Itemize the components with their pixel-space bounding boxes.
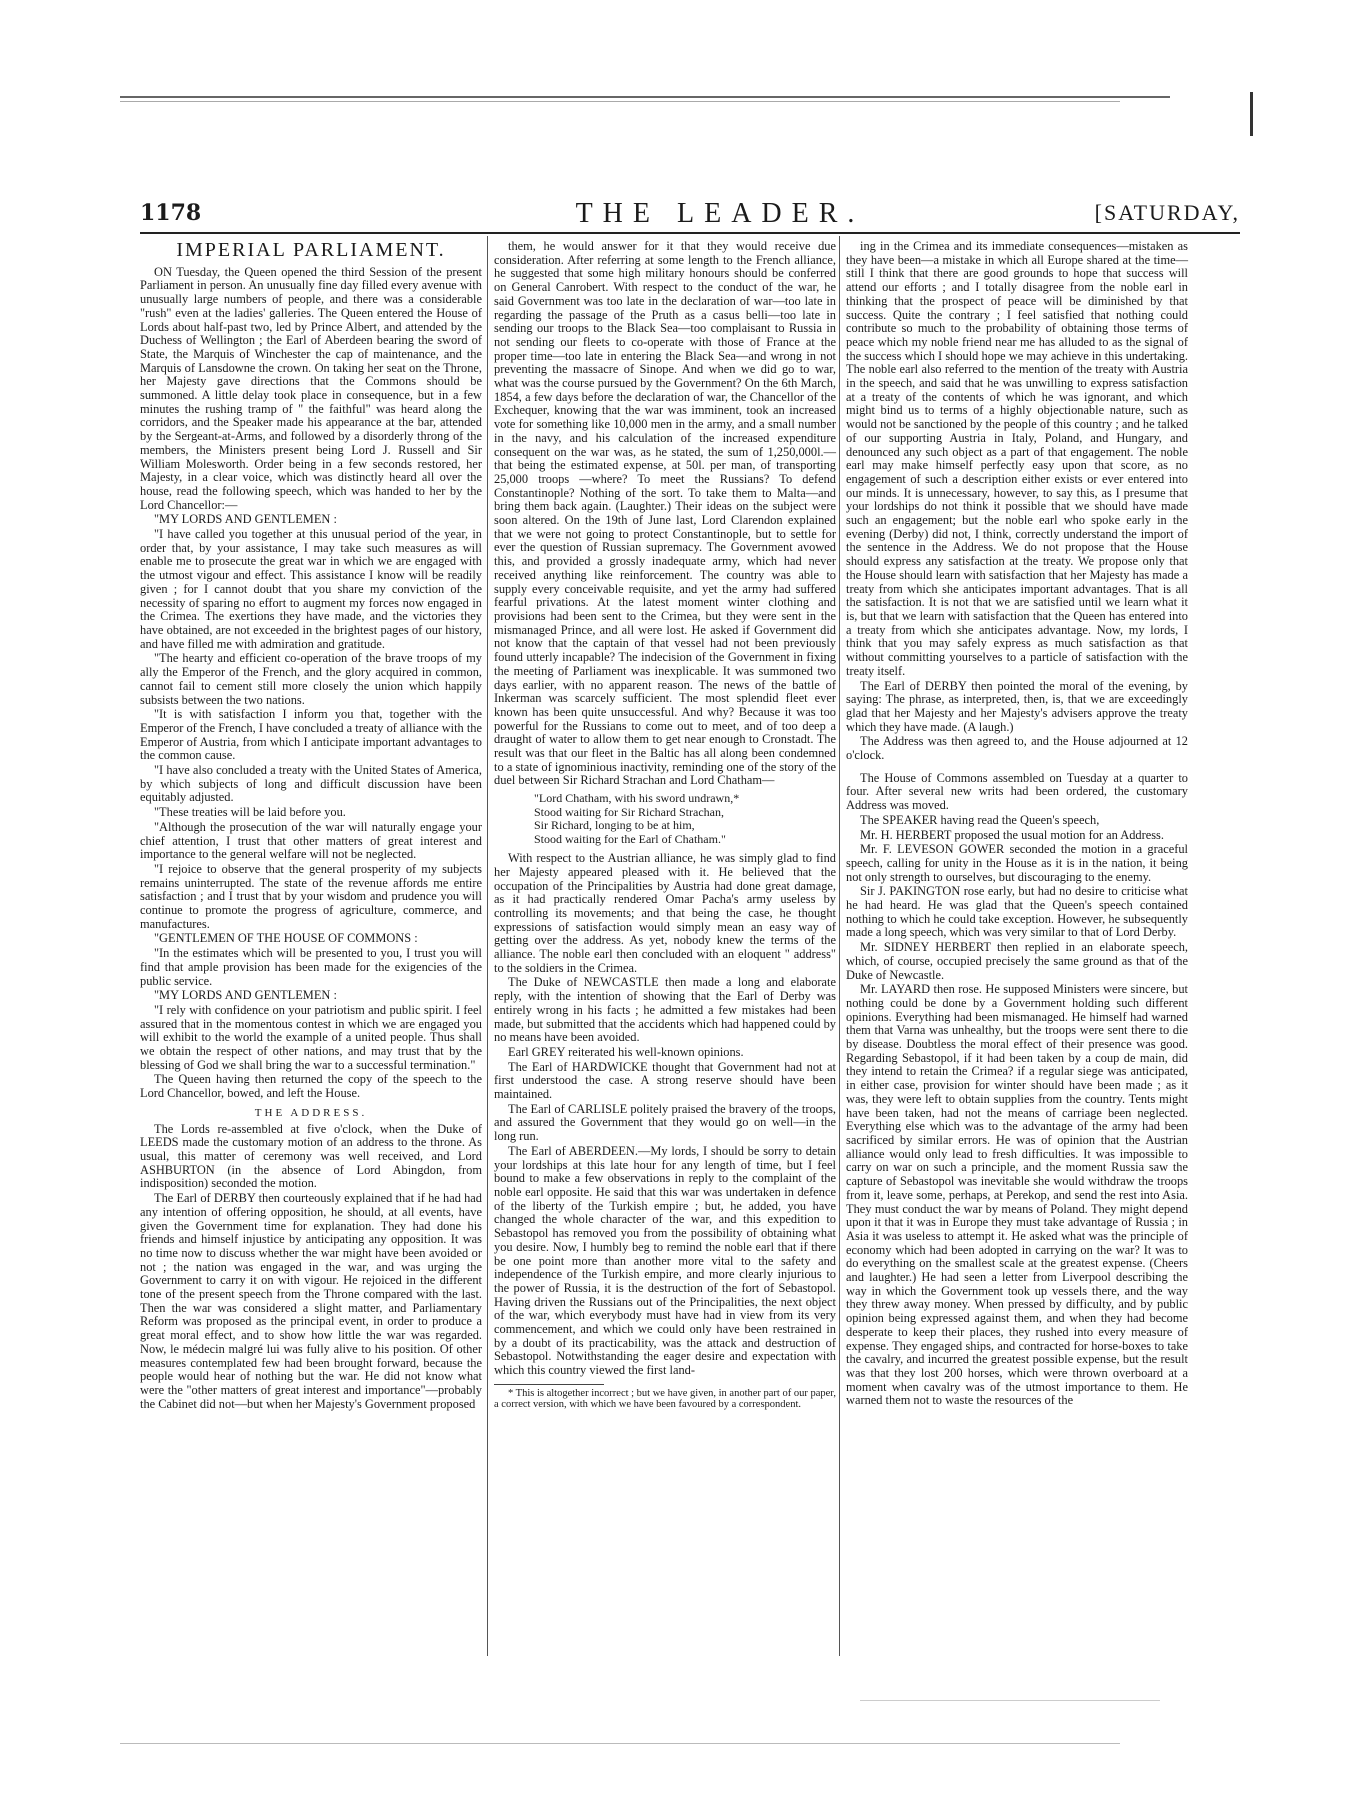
page-number: 1178 [140,200,202,226]
corner-mark [1250,92,1253,136]
commons-paragraphs [846,772,1188,1408]
paragraph: "The hearty and efficient co-operation of the brave troops of my ally the Emperor of the French, and the glory acquired in common, cannot fail to cement still more closely the union which happily subsists between the two nations. [140,651,482,707]
paragraph: "MY LORDS AND GENTLEMEN : [154,988,337,1003]
paragraph: The SPEAKER having read the Queen's speech, [860,812,1100,827]
issue-day: [SATURDAY, [1094,200,1240,225]
paragraph: "I have called you together at this unusual period of the year, in order that, by your assistance, I may take such measures as will enable me to prosecute the great war in which we are engaged with the utmost vigour and effect. This assistance I know will be readily given ; for I cannot doubt that you share my conviction of the necessity of sparing no effort to augment my forces now engaged in the Crimea. The exertions they have made, and the victories they have obtained, are not exceeded in the brightest pages of our history, and have filled me with admiration and gratitude. [140,527,482,651]
paragraph: Mr. SIDNEY HERBERT then replied in an elaborate speech, which, of course, occupied precisely the same ground as that of the Duke of Newcastle. [846,940,1188,982]
column-2-paragraphs-cont [494,852,836,1378]
paragraph: "MY LORDS AND GENTLEMEN : [154,512,337,527]
paragraph: With respect to the Austrian alliance, he was simply glad to find her Majesty appeared pleased with it. He believed that the occupation of the Principalities by Austria had done great damage, as it had practically rendered Omar Pacha's army useless by controlling its movements; and that being the case, he thought expressions of satisfaction would simply mean an easy way of getting over the address. As yet, nobody knew the terms of the alliance. The noble earl then concluded with an eloquent " address" to the soldiers in the Crimea. [494,851,836,975]
paragraph: The Queen having then returned the copy of the speech to the Lord Chancellor, bowed, and left the House. [140,1072,482,1101]
paragraph: The Earl of CARLISLE politely praised the bravery of the troops, and assured the Government that they would go on well—in the long run. [494,1101,836,1144]
column-3-paragraphs [846,240,1188,763]
paragraph: "I have also concluded a treaty with the United States of America, by which subjects of long and difficult discussion have been equitably adjusted. [140,763,482,805]
top-printer-rule-thin [120,101,1120,102]
column-divider [839,236,840,1656]
paragraph: Mr. LAYARD then rose. He supposed Ministers were sincere, but nothing could be done by a Government holding such different opinions. Everything had been mismanaged. He himself had warned them that Varna was unhealthy, but the troops were sent there to die by disease. Doubtless the moral effect of their presence was good. Regarding Sebastopol, if it had been taken by a coup de main, did they intend to retain the Crimea? if a regular siege was anticipated, in either case, provision for winter should have been made ; as it was, they were left to obtain supplies from the country. Tents might have been taken, had not the means of carriage been neglected. Everything else which was to the advantage of the army had been sacrificed by similar errors. He was of opinion that the Austrian alliance would only lead to fresh difficulties. It was impossible to carry on war on such a principle, and the moment Russia saw the capture of Sebastopol was inevitable she would withdraw the troops from it, leave some, perhaps, at Perekop, and send the rest into Asia. They must conduct the war by means of Poland. They might depend upon it that it was in Europe they must take advantage of Russia ; in Asia it was useless to attempt it. He asked what was the principle of economy which had been adopted in carrying on the war? It was to do everything on the smallest scale at the greatest expense. (Cheers and laughter.) He had seen a letter from Liverpool describing the way in which the Government took up vessels there, and the way they threw away money. When pressed by difficulty, and by public opinion being expressed against them, and when they had become desperate to keep their places, they rushed into every measure of expense. They engaged ships, and contracted for horse-boxes to take the cavalry, and incurred the greatest possible expense, but the result was that they lost 200 horses, which were thrown overboard at a moment when cavalry was of the utmost importance to them. He warned them not to waste the resources of the [846,982,1188,1408]
paragraph: "Although the prosecution of the war will naturally engage your chief attention, I trust that other matters of great interest and importance to the general welfare will not be neglected. [140,819,482,862]
paragraph: The Address was then agreed to, and the House adjourned at 12 o'clock. [846,734,1188,763]
paragraph: Earl GREY reiterated his well-known opinions. [508,1044,744,1059]
column-2-paragraphs [494,240,836,788]
article-title: IMPERIAL PARLIAMENT. [176,239,446,261]
paragraph: ON Tuesday, the Queen opened the third Session of the present Parliament in person. An unusually fine day filled every avenue with unusually large numbers of people, and there was a considerable "rush" even at the ladies' galleries. The Queen entered the House of Lords about half-past two, led by Prince Albert, and attended by the Duchess of Wellington ; the Earl of Aberdeen bearing the sword of State, the Marquis of Winchester the cap of maintenance, and the Marquis of Lansdowne the crown. On taking her seat on the Throne, her Majesty gave directions that the Commons should be summoned. A little delay took place in consequence, but in a few minutes the rushing tramp of " the faithful" was heard along the corridors, and the Speaker made his appearance at the bar, attended by the Sergeant-at-Arms, and followed by a disorderly throng of the members, the Ministers present being Lord J. Russell and Sir William Molesworth. Order being in a few seconds restored, her Majesty, in a clear voice, which was distinctly heard all over the house, read the following speech, which was handed to her by the Lord Chancellor:— [140,264,482,512]
paragraph: Mr. F. LEVESON GOWER seconded the motion in a graceful speech, calling for unity in the House as it is in the nation, it being not only strength to ourselves, but discouraging to the enemy. [846,842,1188,884]
paragraph: "These treaties will be laid before you. [154,805,346,820]
paragraph: The Lords re-assembled at five o'clock, when the Duke of LEEDS made the customary motion of an address to the throne. As usual, this matter of ceremony was well received, and Lord ASHBURTON (in the absence of Lord Abingdon, from indisposition) seconded the motion. [140,1121,482,1191]
paragraph: The Earl of DERBY then pointed the moral of the evening, by saying: The phrase, as interpreted, then, is, that we are exceedingly glad that her Majesty and her Majesty's advisers approve the treaty which they have made. (A laugh.) [846,678,1188,734]
footnote: * This is altogether incorrect ; but we have given, in another part of our paper, a correct version, with which we have been favoured by a correspondent. [494,1387,836,1411]
verse-line: Stood waiting for the Earl of Chatham." [534,831,726,846]
column-1-paragraphs [140,266,482,1101]
bottom-rule [120,1743,1120,1744]
column-divider [487,236,488,1656]
paragraph: "I rely with confidence on your patriotism and public spirit. I feel assured that in the momentous contest in which we are engaged you will exhibit to the world the example of a united people. Thus shall we obtain the respect of other nations, and may trust that by the blessing of God we shall bring the war to a successful termination." [140,1002,482,1072]
masthead-title: THE LEADER. [575,198,865,229]
verse-line: Stood waiting for Sir Richard Strachan, [534,804,724,819]
header-rule [140,232,1240,234]
section-heading-address: THE ADDRESS. [254,1106,368,1119]
paragraph: Sir J. PAKINGTON rose early, but had no desire to criticise what he had heard. He was glad that the Queen's speech contained nothing to which he could take exception. However, he subsequently made a long speech, which was very similar to that of Lord Derby. [846,884,1188,940]
paragraph: Mr. H. HERBERT proposed the usual motion for an Address. [860,827,1164,842]
paragraph: "GENTLEMEN OF THE HOUSE OF COMMONS : [154,931,418,946]
address-paragraphs [140,1123,482,1412]
paragraph: them, he would answer for it that they would receive due consideration. After referring at some length to the French alliance, he suggested that some high military honours should be conferred on General Canrobert. With respect to the conduct of the war, he said Government was too late in the declaration of war—too late in regarding the passage of the Pruth as a casus belli—too late in sending our troops to the Black Sea—too complaisant to Russia in not sending our fleets to co-operate with those of France at the proper time—too late in entering the Black Sea—and wrong in not preventing the massacre of Sinope. And when we did go to war, what was the course pursued by the Government? On the 6th March, 1854, a few days before the declaration of war, the Chancellor of the Exchequer, knowing that the war was imminent, took an increased vote for something like 10,000 men in the army, and a small number in the navy, and his calculation of the increased expenditure consequent on the war was, as he stated, the sum of 1,250,000l.—that being the estimated expense, at 50l. per man, of transporting 25,000 troops —where? To meet the Russians? To defend Constantinople? Nothing of the sort. To take them to Malta—and bring them back again. (Laughter.) Their ideas on the subject were soon altered. On the 19th of June last, Lord Clarendon explained that we were not going to protect Constantinople, but to settle for ever the question of Russian supremacy. The Government avowed this, and provided a grossly inadequate army, which had never received anything like reinforcement. The country was able to supply every conceivable requisite, and yet the army had suffered fearful privations. At the latest moment winter clothing and provisions had been sent to the Crimea, but they were sent in the mismanaged Prince, and all were lost. He asked if Government did not know that the captain of that vessel had not been previously found utterly incapable? The indecision of the Government in fixing the meeting of Parliament was inexplicable. It was summoned two days earlier, with no apparent reason. The news of the battle of Inkerman was scarcely sufficient. The most splendid fleet ever known has been quite unsuccessful. And why? Because it was too powerful for the Russians to come out to meet, and of too deep a draught of water to allow them to get near enough to Cronstadt. The result was that our fleet in the Baltic has all along been condemned to a state of ignominious inactivity, reminding one of the story of the duel between Sir Richard Strachan and Lord Chatham— [494,239,836,788]
verse-quote [534,792,836,846]
column-1 [140,240,482,1412]
verse-line: "Lord Chatham, with his sword undrawn,* [534,791,740,806]
paragraph: "In the estimates which will be presented to you, I trust you will find that ample provision has been made for the exigencies of the public service. [140,946,482,988]
paragraph: The House of Commons assembled on Tuesday at a quarter to four. After several new writs had been ordered, the customary Address was moved. [846,770,1188,813]
paragraph: "It is with satisfaction I inform you that, together with the Emperor of the French, I have concluded a treaty of alliance with the Emperor of Austria, from which I anticipate important advantages to the common cause. [140,707,482,763]
column-3 [846,240,1188,1409]
footnote-rule [494,1384,604,1385]
paragraph: The Earl of DERBY then courteously explained that if he had had any intention of offering opposition, he should, at all events, have given the Government time for explanation. They had done his friends and himself injustice by anticipating any opposition. It was no time now to discuss whether the war might have been avoided or not ; the nation was engaged in the war, and was urging the Government to carry it on with vigour. He rejoiced in the different tone of the present speech from the Throne compared with the last. Then the war was considered a slight matter, and Parliamentary Reform was proposed as the principal event, in order to produce a great moral effect, and to show how little the war was regarded. Now, le médecin malgré lui was fully alive to his position. Of other measures contemplated few had been brought forward, because the people would hear of nothing but the war. He did not know what were the "other matters of great interest and importance"—probably the Cabinet did not—but when her Majesty's Government proposed [140,1191,482,1411]
bottom-rule [860,1700,1160,1701]
column-2 [494,240,836,1412]
paragraph: The Earl of ABERDEEN.—My lords, I should be sorry to detain your lordships at this late hour for any length of time, but I feel bound to make a few observations in reply to the complaint of the noble earl opposite. He said that this war was undertaken in defence of the liberty of the Turkish empire ; but, he added, you have changed the whole character of the war, and this expedition to Sebastopol has removed you from the possibility of obtaining what you desire. Now, I humbly beg to remind the noble earl that if there be one point more than another more vital to the safety and independence of the Turkish empire, and more clearly injurious to the power of Russia, it is the destruction of the fort of Sebastopol. Having driven the Russians out of the Principalities, the next object of the war, which everybody must have had in view from its very commencement, and which we could only have been restrained in by a doubt of its practicability, was the attack and destruction of Sebastopol. Notwithstanding the eager desire and expectation with which this country viewed the first land- [494,1143,836,1378]
paragraph: ing in the Crimea and its immediate consequences—mistaken as they have been—a mistake in which all Europe shared at the time—still I think that there are good grounds to hope that success will attend our efforts ; and I totally disagree from the noble earl in thinking that the prospect of peace will be diminished by that success. Quite the contrary ; I feel satisfied that nothing could contribute so much to the probability of obtaining those terms of peace which my noble friend near me has alluded to as the signal of the success which I should hope we may achieve in this undertaking. The noble earl also referred to the mention of the treaty with Austria in the speech, and said that he was unwilling to express satisfaction at a treaty of the contents of which he was ignorant, and which might bind us to terms of a highly objectionable nature, such as would not be sanctioned by the people of this country ; and he talked of our supporting Austria in Italy, Poland, and Hungary, and denounced any such object as a part of that engagement. The noble earl may make himself perfectly easy upon that score, as no engagement of such a description either exists or ever entered into our minds. It is unnecessary, however, to say this, as I presume that your lordships do not think it possible that we should have made such an engagement; but the noble earl who spoke early in the evening (Derby) did not, I think, correctly understand the import of the sentence in the Address. We do not propose that the House should express any satisfaction at the treaty. We propose only that the House should learn with satisfaction that her Majesty has made a treaty from which she anticipates important advantages. That is all the satisfaction. It is not that we are satisfied until we learn what it is, but that we learn with satisfaction that the Queen has entered into a treaty from which she anticipates advantage. Now, my lords, I think that you may safely express as much satisfaction as that without committing yourselves to a particle of satisfaction with the treaty itself. [846,239,1188,678]
paragraph: The Duke of NEWCASTLE then made a long and elaborate reply, with the intention of showing that the Earl of Derby was entirely wrong in his facts ; he admitted a few mistakes had been made, but submitted that the accidents which had happened could by no means have been avoided. [494,975,836,1045]
paragraph: The Earl of HARDWICKE thought that Government had not at first understood the case. A strong reserve should have been maintained. [494,1059,836,1102]
verse-line: Sir Richard, longing to be at him, [534,818,695,833]
paragraph: "I rejoice to observe that the general prosperity of my subjects remains uninterrupted. The state of the revenue affords me entire satisfaction ; and I trust that by your wisdom and prudence you will continue to promote the progress of agriculture, commerce, and manufactures. [140,861,482,931]
page-header [140,200,1240,230]
top-printer-rule [120,96,1170,98]
